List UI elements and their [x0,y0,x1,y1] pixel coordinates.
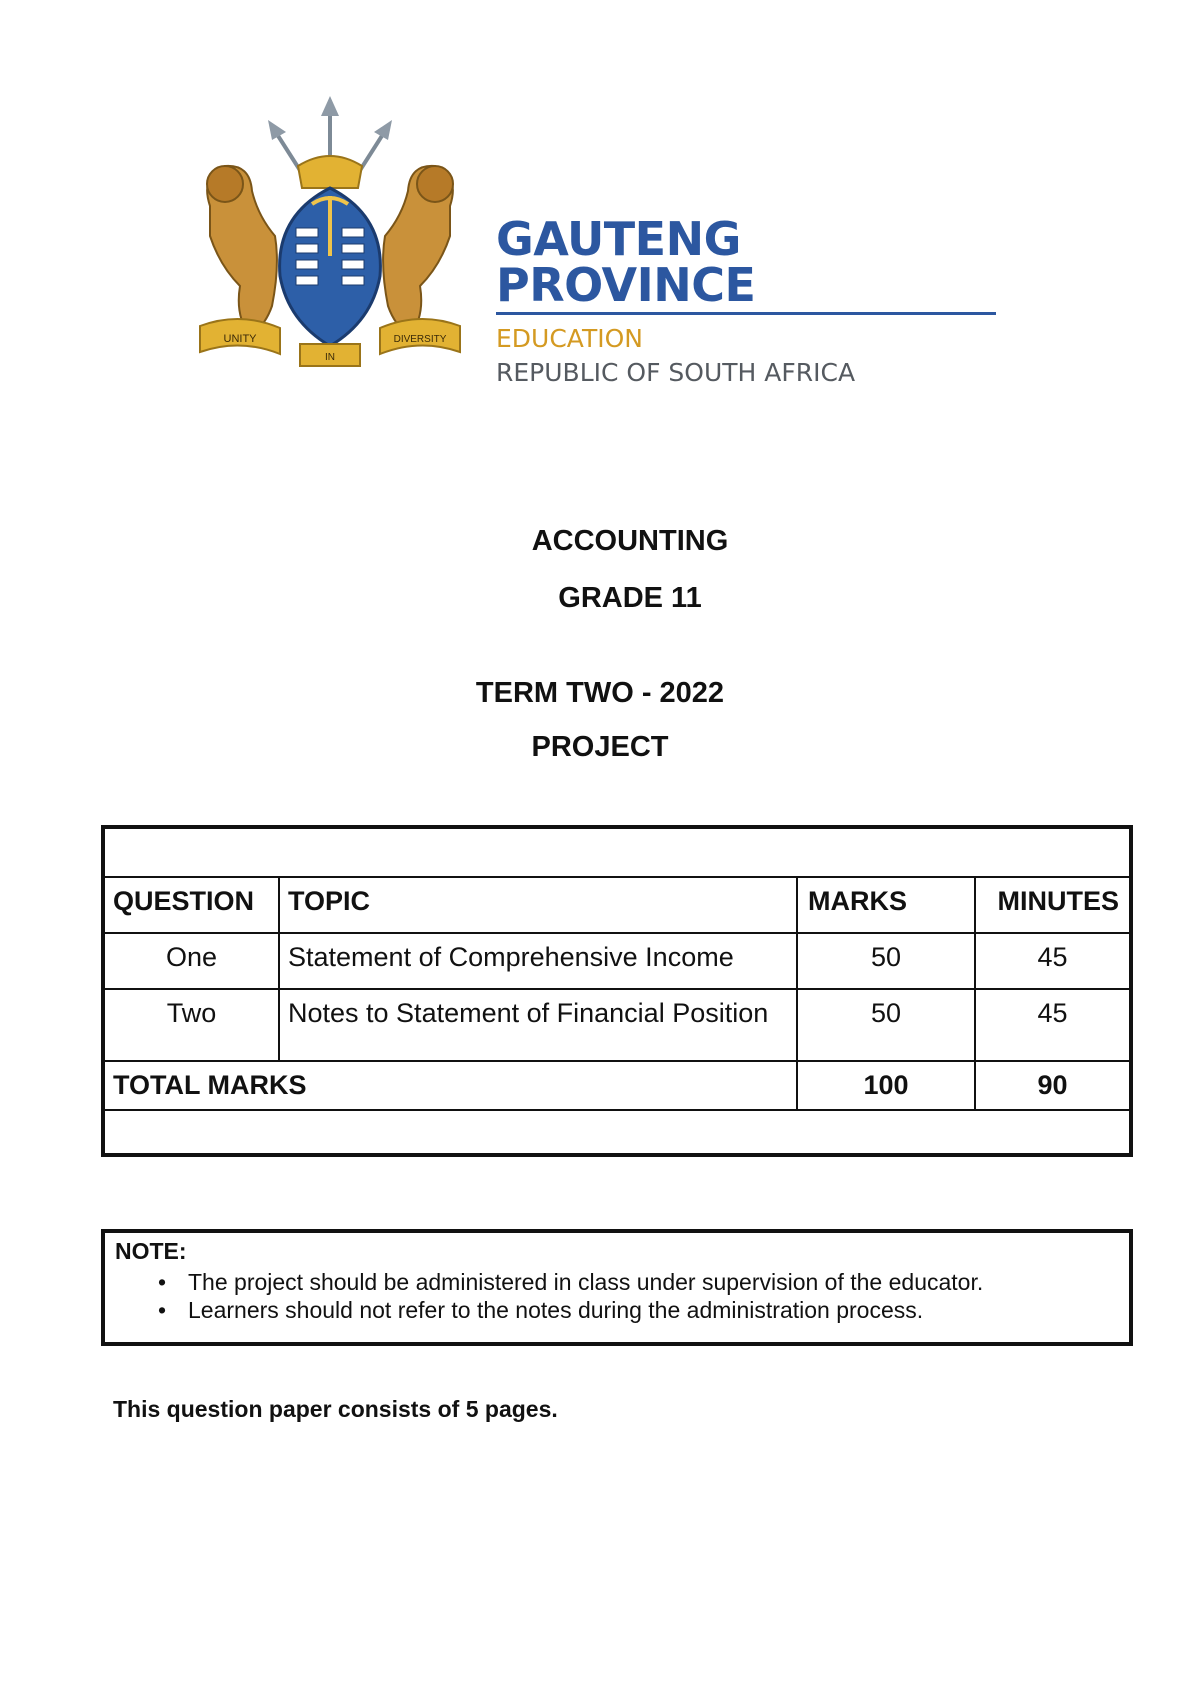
marks-table [105,876,1129,1111]
motto-left: UNITY [223,333,257,345]
country-name: REPUBLIC OF SOUTH AFRICA [496,357,856,387]
note-text: Learners should not refer to the notes during the administration process. [188,1297,924,1324]
note-box [101,1229,1133,1346]
table-row [105,989,1129,1061]
marks-table-box [101,825,1133,1157]
motto-center: IN [325,352,335,363]
total-row [105,1061,1129,1110]
list-item [115,1296,1119,1325]
term-title: TERM TWO - 2022 [475,677,725,709]
header-minutes: MINUTES [975,877,1129,933]
marks-cell: 50 [797,933,975,989]
topic-cell: Notes to Statement of Financial Position [279,989,797,1061]
motto-right: DIVERSITY [393,334,447,345]
assessment-title: PROJECT [531,731,669,763]
subject-title: ACCOUNTING [531,525,729,557]
bullet-icon: • [158,1297,167,1324]
total-marks: 100 [797,1061,975,1110]
grade-title: GRADE 11 [558,582,702,614]
question-cell: Two [105,989,279,1061]
minutes-cell: 45 [975,933,1129,989]
note-text: The project should be administered in class under supervision of the educator. [188,1268,984,1295]
header-marks: MARKS [797,877,975,933]
marks-cell: 50 [797,989,975,1061]
total-minutes: 90 [975,1061,1129,1110]
note-list [115,1268,1119,1326]
minutes-cell: 45 [975,989,1129,1061]
header-topic: TOPIC [279,877,797,933]
topic-cell: Statement of Comprehensive Income [279,933,797,989]
gauteng-coat-of-arms-icon [180,96,480,376]
page-count-statement: This question paper consists of 5 pages. [113,1396,558,1422]
bullet-icon: • [158,1268,167,1295]
table-header-row [105,877,1129,933]
department-name: EDUCATION [496,324,643,353]
province-title: GAUTENG PROVINCE [496,216,996,315]
table-row [105,933,1129,989]
question-cell: One [105,933,279,989]
header-question: QUESTION [105,877,279,933]
total-label: TOTAL MARKS [105,1061,797,1110]
note-heading: NOTE: [115,1238,187,1264]
list-item [115,1268,1119,1297]
province-heading [496,212,996,387]
